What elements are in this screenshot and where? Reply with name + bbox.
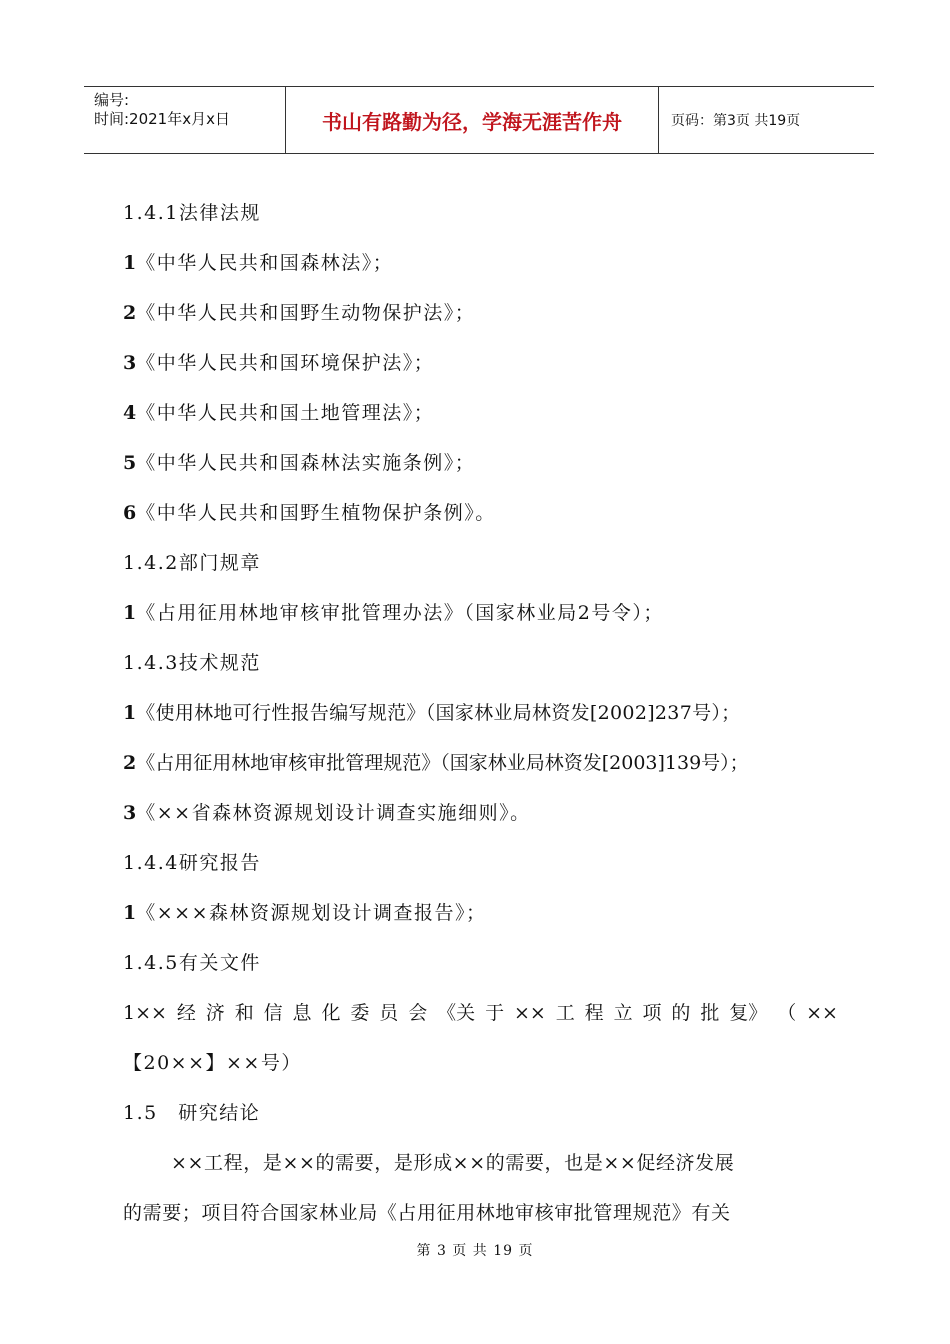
item-number: 1 (123, 702, 137, 724)
justified-token: 于 (485, 1002, 505, 1024)
law-item (123, 442, 838, 492)
law-item (123, 242, 838, 292)
item-number: 3 (123, 352, 137, 374)
conclusion-paragraph-line-1: ××工程，是××的需要，是形成××的需要，也是××促经济发展 (171, 1152, 735, 1174)
page-footer: 第 3 页 共 19 页 (416, 1243, 534, 1259)
header-motto: 书山有路勤为径，学海无涯苦作舟 (286, 87, 659, 153)
section-heading-1-4-2: 1.4.2部门规章 (123, 552, 261, 574)
item-text: 《占用征用林地审核审批管理办法》（国家林业局2号令）； (136, 602, 664, 624)
item-text: 《中华人民共和国野生动物保护法》； (136, 302, 476, 324)
item-text: 《使用林地可行性报告编写规范》（国家林业局林资发[2002]237号）； (136, 702, 741, 724)
section-heading-1-4-3: 1.4.3技术规范 (123, 652, 261, 674)
page-header (84, 86, 874, 154)
document-time-label: 时间:2021年x月x日 (94, 110, 230, 128)
header-page-info: 页码：第3页 共19页 (671, 113, 801, 129)
report-item (123, 892, 838, 942)
item-number: 5 (123, 452, 137, 474)
law-item (123, 342, 838, 392)
item-text: 《中华人民共和国土地管理法》； (136, 402, 435, 424)
item-number: 2 (123, 752, 137, 774)
item-text: 《×××森林资源规划设计调查报告》； (136, 902, 487, 924)
item-number: 1 (123, 902, 137, 924)
justified-token: 会 (408, 1002, 428, 1024)
justified-token: 经 (176, 1002, 196, 1024)
justified-token: 《关 (437, 1002, 476, 1024)
item-number: 6 (123, 502, 137, 524)
conclusion-paragraph-line-2: 的需要；项目符合国家林业局《占用征用林地审核审批管理规范》有关 (123, 1202, 731, 1224)
item-number: 2 (123, 302, 137, 324)
justified-token: （ (777, 1002, 797, 1024)
law-item (123, 392, 838, 442)
rule-item (123, 592, 838, 642)
justified-token: 委 (350, 1002, 370, 1024)
document-item-line-1 (123, 992, 838, 1042)
justified-token: ×× (513, 1002, 546, 1024)
document-body (123, 192, 838, 1242)
item-text: 《中华人民共和国环境保护法》； (136, 352, 435, 374)
item-text: 《中华人民共和国森林法实施条例》； (136, 452, 476, 474)
justified-token: 济 (205, 1002, 225, 1024)
justified-token: 项 (642, 1002, 662, 1024)
justified-token: 的 (671, 1002, 691, 1024)
justified-token: 1×× (123, 1002, 167, 1024)
justified-token: ×× (806, 1002, 838, 1024)
law-item (123, 492, 838, 542)
header-meta (84, 87, 286, 153)
justified-token: 批 (700, 1002, 720, 1024)
section-heading-1-5: 1.5 研究结论 (123, 1102, 261, 1124)
item-text: 《占用征用林地审核审批管理规范》（国家林业局林资发[2003]139号）； (136, 752, 749, 774)
item-number: 1 (123, 602, 137, 624)
item-text: 《中华人民共和国森林法》； (136, 252, 394, 274)
spec-item (123, 692, 838, 742)
justified-token: 复》 (729, 1002, 768, 1024)
item-text: 《××省森林资源规划设计调查实施细则》。 (136, 802, 531, 824)
justified-token: 和 (234, 1002, 254, 1024)
law-item (123, 292, 838, 342)
justified-token: 工 (555, 1002, 575, 1024)
section-heading-1-4-1: 1.4.1法律法规 (123, 202, 261, 224)
justified-token: 信 (263, 1002, 283, 1024)
item-number: 3 (123, 802, 137, 824)
item-number: 1 (123, 252, 137, 274)
justified-token: 化 (321, 1002, 341, 1024)
spec-item (123, 792, 838, 842)
justified-token: 员 (379, 1002, 399, 1024)
section-heading-1-4-4: 1.4.4研究报告 (123, 852, 261, 874)
justified-token: 立 (613, 1002, 633, 1024)
justified-token: 息 (292, 1002, 312, 1024)
document-item-line-2: 【20××】××号） (123, 1052, 302, 1074)
item-text: 《中华人民共和国野生植物保护条例》。 (136, 502, 496, 524)
spec-item (123, 742, 838, 792)
item-number: 4 (123, 402, 137, 424)
document-number-label: 编号: (94, 91, 130, 109)
justified-token: 程 (584, 1002, 604, 1024)
section-heading-1-4-5: 1.4.5有关文件 (123, 952, 261, 974)
